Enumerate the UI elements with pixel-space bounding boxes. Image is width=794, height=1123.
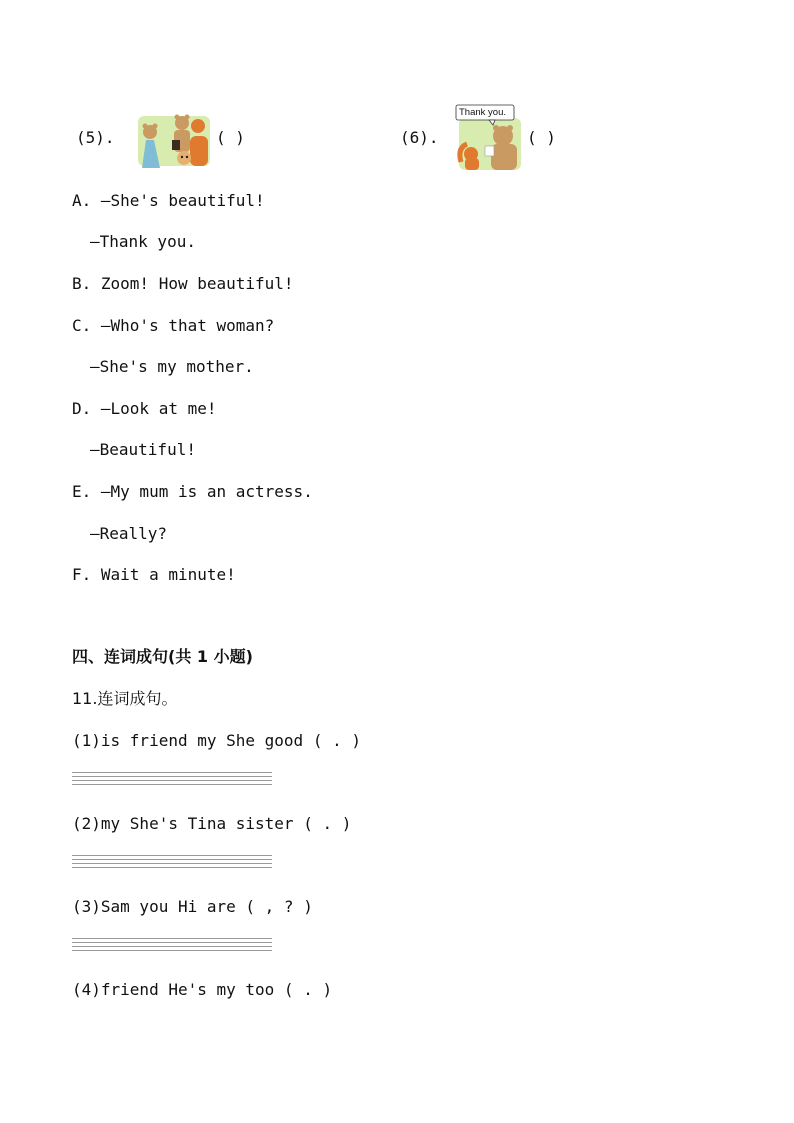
sentence-item-1: (1)is friend my She good ( . ) — [72, 731, 361, 750]
option-b-line1: B. Zoom! How beautiful! — [72, 274, 294, 293]
answer-lines-3[interactable] — [72, 938, 272, 956]
speech-bubble-text: Thank you. — [459, 107, 506, 118]
answer-lines-1[interactable] — [72, 772, 272, 790]
option-f-line1: F. Wait a minute! — [72, 565, 236, 584]
option-d-line1: D. —Look at me! — [72, 399, 217, 418]
option-c-line2: —She's my mother. — [90, 357, 254, 376]
sentence-item-3: (3)Sam you Hi are ( , ? ) — [72, 897, 313, 916]
answer-lines-2[interactable] — [72, 855, 272, 873]
option-a-line1: A. —She's beautiful! — [72, 191, 265, 210]
item-5-number: (5). — [76, 128, 115, 147]
option-e-line2: —Really? — [90, 524, 168, 543]
item-6-picture — [455, 104, 523, 170]
option-e-line1: E. —My mum is an actress. — [72, 482, 313, 501]
bear-family-illustration — [138, 112, 210, 170]
sentence-item-2: (2)my She's Tina sister ( . ) — [72, 814, 352, 833]
item-6-answer-bracket: ( ) — [527, 128, 556, 147]
option-a-line2: —Thank you. — [90, 232, 196, 251]
section-heading: 四、连词成句(共 1 小题) — [72, 647, 253, 666]
option-d-line2: —Beautiful! — [90, 440, 196, 459]
item-6-number: (6). — [400, 128, 439, 147]
item-5-answer-bracket: ( ) — [216, 128, 245, 147]
option-c-line1: C. —Who's that woman? — [72, 316, 275, 335]
sentence-item-4: (4)friend He's my too ( . ) — [72, 980, 333, 999]
item-5-picture — [138, 112, 210, 170]
question-intro: 11.连词成句。 — [72, 689, 178, 708]
